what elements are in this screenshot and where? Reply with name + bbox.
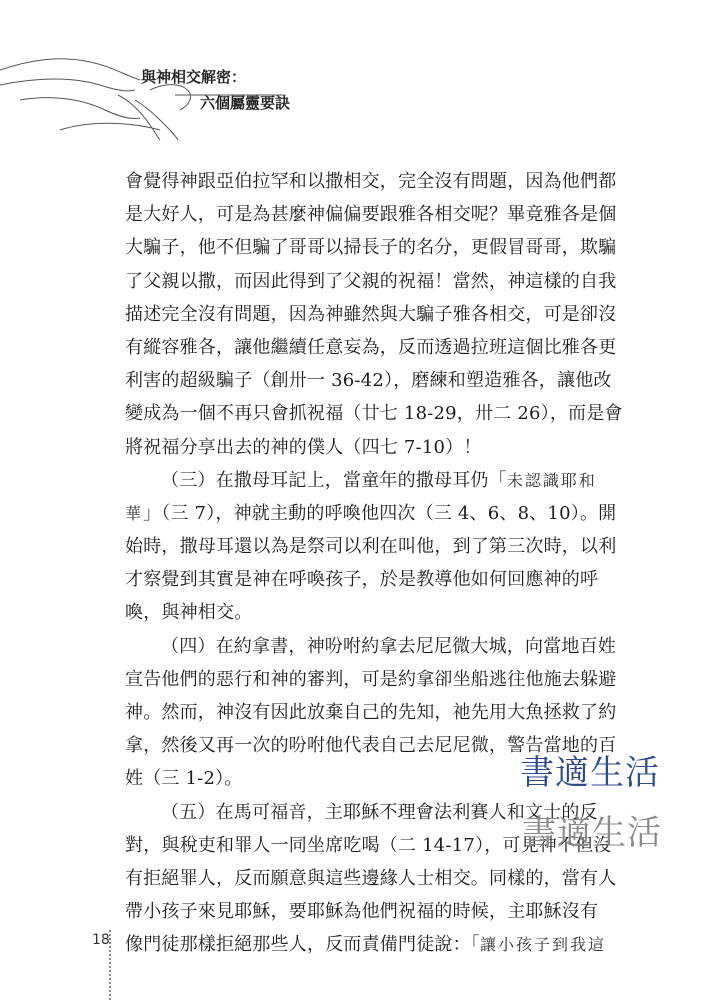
scripture-quote: 讓小孩子到我這 [480, 935, 607, 955]
text-line: 拿，然後又再一次的吩咐他代表自己去尼尼微，警告當地的百 [125, 735, 617, 757]
text-line: 帶小孩子來見耶穌，要耶穌為他們祝福的時候，主耶穌沒有 [125, 901, 599, 923]
text-run: 」（三 7），神就主動的呼喚他四次（三 4、6、8、10）。開 [143, 502, 617, 524]
watermark-blue: 書適生活 [520, 753, 660, 793]
text-line: 神。然而，神沒有因此放棄自己的先知，祂先用大魚拯救了約 [125, 702, 617, 723]
scripture-quote: 未認識耶和 [506, 470, 597, 490]
header-title-line-2: 六個屬靈要訣 [200, 94, 291, 112]
page-number: 18 [92, 932, 110, 948]
text-line: 對，與稅吏和罪人一同坐席吃喝（二 14-17），可見神不但沒 [125, 834, 612, 856]
text-line: 變成為一個不再只會抓祝福（廿七 18-29，卅二 26），而是會 [125, 403, 623, 425]
text-line: 大騙子，他不但騙了哥哥以掃長子的名分，更假冒哥哥，欺騙 [125, 237, 617, 259]
scripture-quote: 華 [125, 503, 144, 523]
text-line [125, 928, 607, 961]
text-line: 將祝福分享出去的神的僕人（四七 7-10）！ [125, 436, 482, 458]
text-line: 了父親以撒，而因此得到了父親的祝福！當然，神這樣的自我 [125, 270, 617, 292]
text-line: 是大好人，可是為甚麼神偏偏要跟雅各相交呢？畢竟雅各是個 [125, 204, 617, 226]
text-run: （三）在撒母耳記上，當童年的撒母耳仍「 [161, 469, 507, 491]
text-line: 有縱容雅各，讓他繼續任意妄為，反而透過拉班這個比雅各更 [125, 336, 617, 358]
running-header [0, 0, 713, 150]
paragraph-4-first-line: （四）在約拿書，神吩咐約拿去尼尼微大城，向當地百姓 [161, 635, 616, 657]
header-title-line-1: 與神相交解密： [141, 68, 247, 86]
text-line: 始時，撒母耳還以為是祭司以利在叫他，到了第三次時，以利 [125, 536, 617, 558]
text-line: 喚，與神相交。 [125, 602, 253, 624]
watermark-gray: 書適生活 [522, 813, 662, 853]
text-line: 描述完全沒有問題，因為神雖然與大騙子雅各相交，可是卻沒 [125, 303, 617, 325]
dotted-margin-line [109, 930, 111, 1000]
text-line: 有拒絕罪人，反而願意與這些邊緣人士相交。同樣的，當有人 [125, 867, 617, 889]
text-line: 才察覺到其實是神在呼喚孩子，於是教導他如何回應神的呼 [125, 569, 599, 591]
text-line: 會覺得神跟亞伯拉罕和以撒相交，完全沒有問題，因為他們都 [125, 171, 617, 192]
text-line [125, 497, 617, 530]
text-line: 宣告他們的惡行和神的審判，可是約拿卻坐船逃往他施去躲避 [125, 668, 617, 690]
paragraph-3-first-line [125, 464, 595, 497]
paragraph-5-first-line: （五）在馬可福音，主耶穌不理會法利賽人和文士的反 [161, 801, 598, 823]
text-line: 利害的超級騙子（創卅一 36-42），磨練和塑造雅各，讓他改 [125, 370, 612, 392]
text-run: 像門徒那樣拒絕那些人，反而責備門徒說：「 [125, 934, 480, 956]
text-line: 姓（三 1-2）。 [125, 768, 243, 790]
